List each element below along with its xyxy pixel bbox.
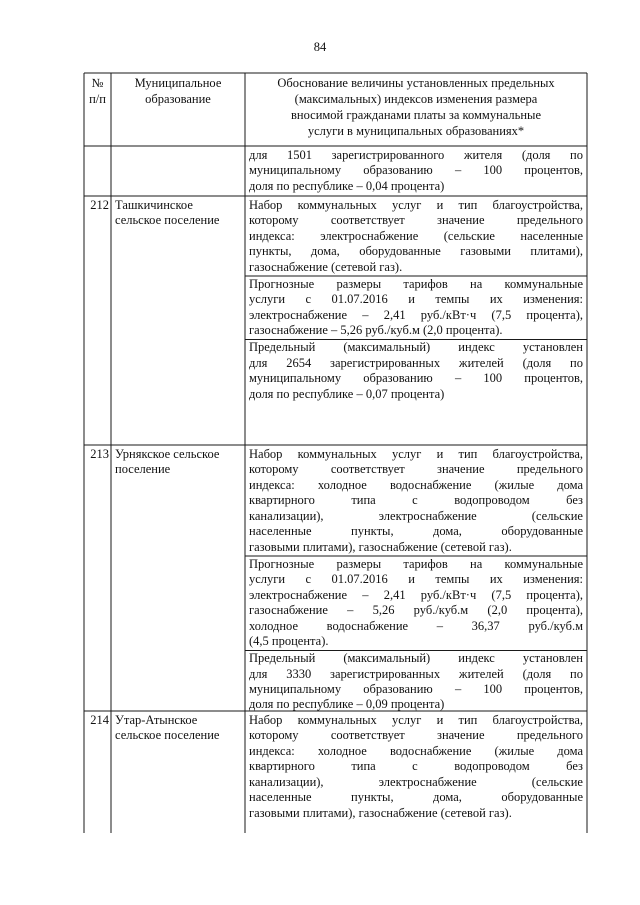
row-text-line: холодное водоснабжение – 36,37 руб./куб.м — [249, 618, 583, 633]
row-text-line: Предельный (максимальный) индекс установлен — [249, 651, 583, 666]
row-text-line: доля по республике – 0,04 процента) — [249, 178, 445, 193]
row-municipality-line: поселение — [115, 462, 171, 477]
row-number: 214 — [90, 713, 109, 727]
row-text-line: квартирного типа с водопроводом без — [249, 759, 583, 774]
row-text-line: электроснабжение – 2,41 руб./кВт·ч (7,5 процента), — [249, 307, 583, 322]
header-municipality-line: образование — [145, 92, 211, 106]
row-text-line: муниципальному образованию – 100 процентов, — [249, 163, 583, 178]
row-text-line: квартирного типа с водопроводом без — [249, 493, 583, 508]
row-text-line: газоснабжение – 5,26 руб./куб.м (2,0 процента). — [249, 323, 503, 338]
row-text-line: доля по республике – 0,07 процента) — [249, 386, 445, 401]
row-municipality-line: Урнякское сельское — [115, 447, 220, 461]
header-justification-line: (максимальных) индексов изменения размера — [294, 92, 538, 106]
row-text-line: муниципальному образованию – 100 процентов, — [249, 371, 583, 386]
row-text-line: газовыми плитами), газоснабжение (сетевой газ). — [249, 805, 512, 820]
row-municipality-line: сельское поселение — [115, 213, 220, 228]
row-text-line: электроснабжение – 2,41 руб./кВт·ч (7,5 процента), — [249, 587, 583, 602]
header-justification-line: Обоснование величины установленных предельных — [277, 76, 555, 90]
row-text-line: которому соответствует значение предельного — [249, 728, 583, 743]
row-text-line: пункты, дома, оборудованные газовыми плитами), — [249, 244, 583, 259]
header-municipality-line: Муниципальное — [134, 76, 222, 90]
row-text-line: для 3330 зарегистрированных жителей (доля по — [249, 666, 583, 681]
row-number: 212 — [90, 198, 109, 212]
row-text-line: индекса: электроснабжение (сельские населенные — [249, 228, 583, 243]
header-number-line: № — [91, 76, 104, 90]
row-number: 213 — [90, 447, 109, 461]
row-text-line: индекса: холодное водоснабжение (жилые дома — [249, 743, 583, 758]
row-text-line: для 2654 зарегистрированных жителей (доля по — [249, 355, 583, 370]
row-text-line: канализации), электроснабжение (сельские — [249, 508, 583, 523]
row-text-line: газоснабжение (сетевой газ). — [249, 259, 403, 274]
row-text-line: Набор коммунальных услуг и тип благоустройства, — [249, 447, 583, 461]
row-text-line: которому соответствует значение предельного — [249, 213, 583, 228]
row-text-line: муниципальному образованию – 100 процентов, — [249, 681, 583, 696]
row-text-line: Прогнозные размеры тарифов на коммунальные — [249, 276, 583, 291]
row-text-line: (4,5 процента). — [249, 634, 329, 648]
row-text-line: Предельный (максимальный) индекс установлен — [249, 340, 583, 355]
header-justification-line: вносимой гражданами платы за коммунальные — [291, 108, 541, 122]
row-municipality-line: Утар-Атынское — [115, 713, 198, 727]
header-justification-line: услуги в муниципальных образованиях* — [307, 124, 525, 138]
row-municipality-line: сельское поселение — [115, 728, 220, 743]
row-text-line: газовыми плитами), газоснабжение (сетевой газ). — [249, 539, 512, 554]
row-text-line: доля по республике – 0,09 процента) — [249, 697, 445, 712]
row-text-line: которому соответствует значение предельного — [249, 462, 583, 477]
row-text-line: Набор коммунальных услуг и тип благоустройства, — [249, 198, 583, 212]
row-text-line: Прогнозные размеры тарифов на коммунальные — [249, 556, 583, 571]
row-text-line: Набор коммунальных услуг и тип благоустройства, — [249, 713, 583, 727]
row-text-line: для 1501 зарегистрированного жителя (доля по — [249, 148, 583, 162]
page-number: 84 — [313, 40, 327, 54]
row-text-line: услуги с 01.07.2016 и темпы их изменения: — [249, 292, 583, 307]
row-municipality-line: Ташкичинское — [115, 198, 193, 212]
row-text-line: услуги с 01.07.2016 и темпы их изменения: — [249, 572, 583, 587]
row-text-line: газоснабжение – 5,26 руб./куб.м (2,0 процента), — [249, 603, 583, 618]
header-number-line: п/п — [89, 92, 106, 106]
row-text-line: индекса: холодное водоснабжение (жилые дома — [249, 477, 583, 492]
row-text-line: населенные пункты, дома, оборудованные — [249, 524, 583, 539]
row-text-line: канализации), электроснабжение (сельские — [249, 774, 583, 789]
row-text-line: населенные пункты, дома, оборудованные — [249, 790, 583, 805]
